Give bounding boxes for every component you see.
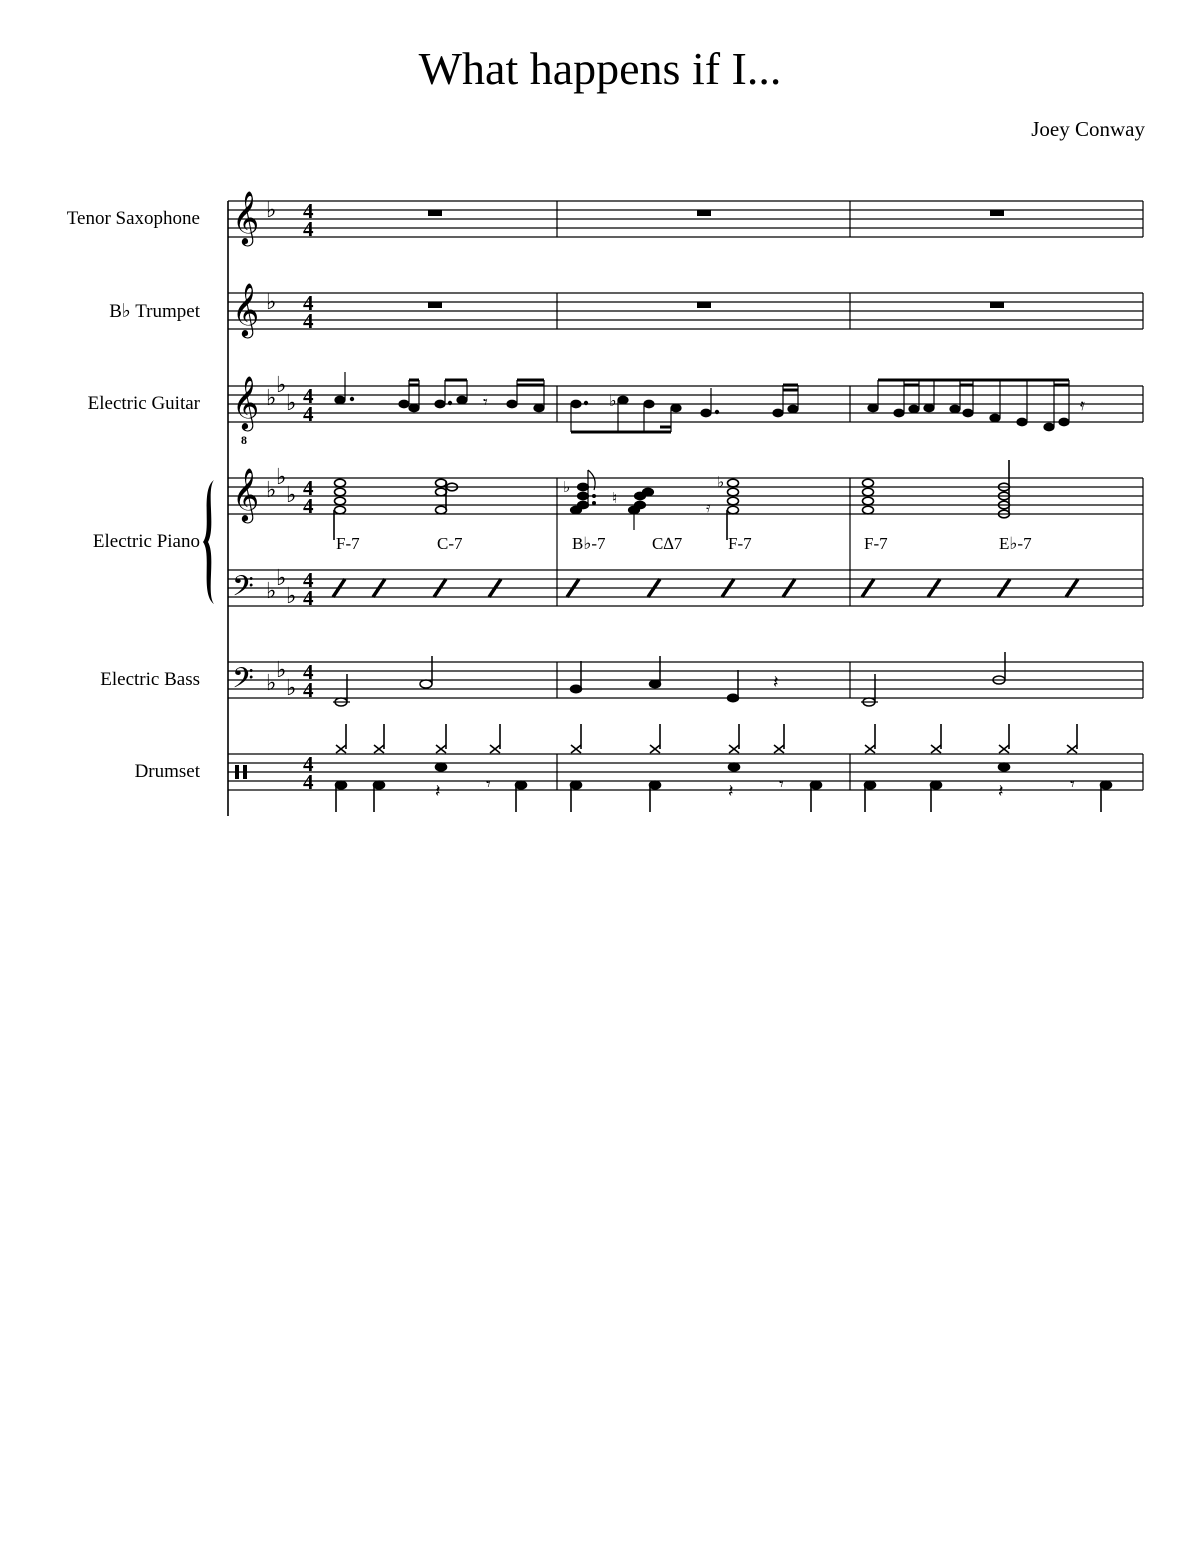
key-signature-flat: ♭	[266, 579, 277, 604]
svg-text:4: 4	[303, 660, 314, 684]
svg-text:♭: ♭	[563, 478, 571, 496]
score-title: What happens if I...	[418, 43, 782, 94]
svg-text:𝄾: 𝄾	[1070, 774, 1075, 795]
guitar-melody	[335, 372, 1085, 432]
svg-text:♮: ♮	[612, 489, 618, 507]
chord-symbol: B♭-7	[572, 534, 606, 553]
key-signature-flat: ♭	[266, 386, 277, 411]
svg-text:4: 4	[303, 384, 314, 408]
staff-drumset	[228, 754, 1143, 790]
svg-text:♭: ♭	[276, 373, 287, 398]
treble-clef-icon: 𝄞	[232, 190, 260, 244]
instrument-label-electric-guitar: Electric Guitar	[87, 393, 200, 414]
svg-text:4: 4	[303, 494, 314, 518]
svg-text:𝄾: 𝄾	[483, 392, 488, 413]
staff-tenor-saxophone	[228, 201, 1143, 237]
svg-text:𝄽: 𝄽	[435, 781, 441, 802]
svg-text:𝄾: 𝄾	[779, 774, 784, 795]
chord-symbol: C∆7	[652, 534, 683, 553]
chord-symbol: F-7	[336, 534, 360, 553]
svg-text:4: 4	[303, 770, 314, 794]
chord-symbol: F-7	[864, 534, 888, 553]
key-signature-flat: ♭	[266, 198, 277, 223]
percussion-clef-icon	[235, 765, 239, 779]
treble-clef-icon: 𝄞	[232, 375, 260, 429]
svg-text:𝄽: 𝄽	[773, 672, 779, 693]
instrument-label-electric-bass: Electric Bass	[100, 669, 200, 690]
guitar-octave-mark: 8	[241, 433, 247, 447]
key-signature-flat: ♭	[266, 290, 277, 315]
svg-text:𝄽: 𝄽	[728, 781, 734, 802]
svg-text:4: 4	[303, 309, 314, 333]
svg-text:♭: ♭	[276, 658, 287, 683]
svg-text:♭: ♭	[276, 566, 287, 591]
chord-symbol: E♭-7	[999, 534, 1032, 553]
svg-text:4: 4	[303, 586, 314, 610]
staff-electric-guitar	[228, 386, 1143, 422]
svg-text:♭: ♭	[609, 391, 617, 410]
chord-symbol: F-7	[728, 534, 752, 553]
svg-text:𝄿: 𝄿	[706, 498, 711, 516]
time-sig-den: 4	[303, 217, 314, 241]
svg-text:𝄿: 𝄿	[1080, 395, 1085, 414]
svg-text:𝄽: 𝄽	[998, 781, 1004, 802]
svg-text:𝄾: 𝄾	[486, 774, 491, 795]
svg-text:♭: ♭	[276, 465, 287, 490]
svg-text:♭: ♭	[286, 584, 297, 609]
svg-text:♭: ♭	[286, 676, 297, 701]
svg-text:4: 4	[303, 402, 314, 426]
key-signature-flat: ♭	[266, 671, 277, 696]
treble-clef-icon: 𝄞	[232, 282, 260, 336]
svg-text:4: 4	[303, 291, 314, 315]
svg-text:4: 4	[303, 752, 314, 776]
instrument-label-trumpet: B♭ Trumpet	[109, 301, 200, 322]
svg-text:4: 4	[303, 568, 314, 592]
svg-text:♭: ♭	[286, 391, 297, 416]
instrument-label-tenor-saxophone: Tenor Saxophone	[66, 208, 200, 229]
svg-text:♭: ♭	[717, 473, 725, 491]
bass-clef-icon: 𝄢	[232, 662, 254, 702]
instrument-label-drumset: Drumset	[134, 761, 200, 782]
instrument-label-electric-piano: Electric Piano	[92, 531, 200, 552]
chord-symbol: C-7	[437, 534, 463, 553]
key-signature-flat: ♭	[266, 478, 277, 503]
time-sig-num: 4	[303, 199, 314, 223]
treble-clef-icon: 𝄞	[232, 467, 260, 521]
drum-pattern	[336, 724, 1112, 812]
svg-text:4: 4	[303, 476, 314, 500]
bass-clef-icon: 𝄢	[232, 570, 254, 610]
svg-text:♭: ♭	[286, 483, 297, 508]
piano-chords	[334, 460, 1010, 540]
svg-text:4: 4	[303, 678, 314, 702]
staff-trumpet	[228, 293, 1143, 329]
piano-brace	[203, 480, 214, 604]
composer-name: Joey Conway	[1031, 117, 1145, 141]
